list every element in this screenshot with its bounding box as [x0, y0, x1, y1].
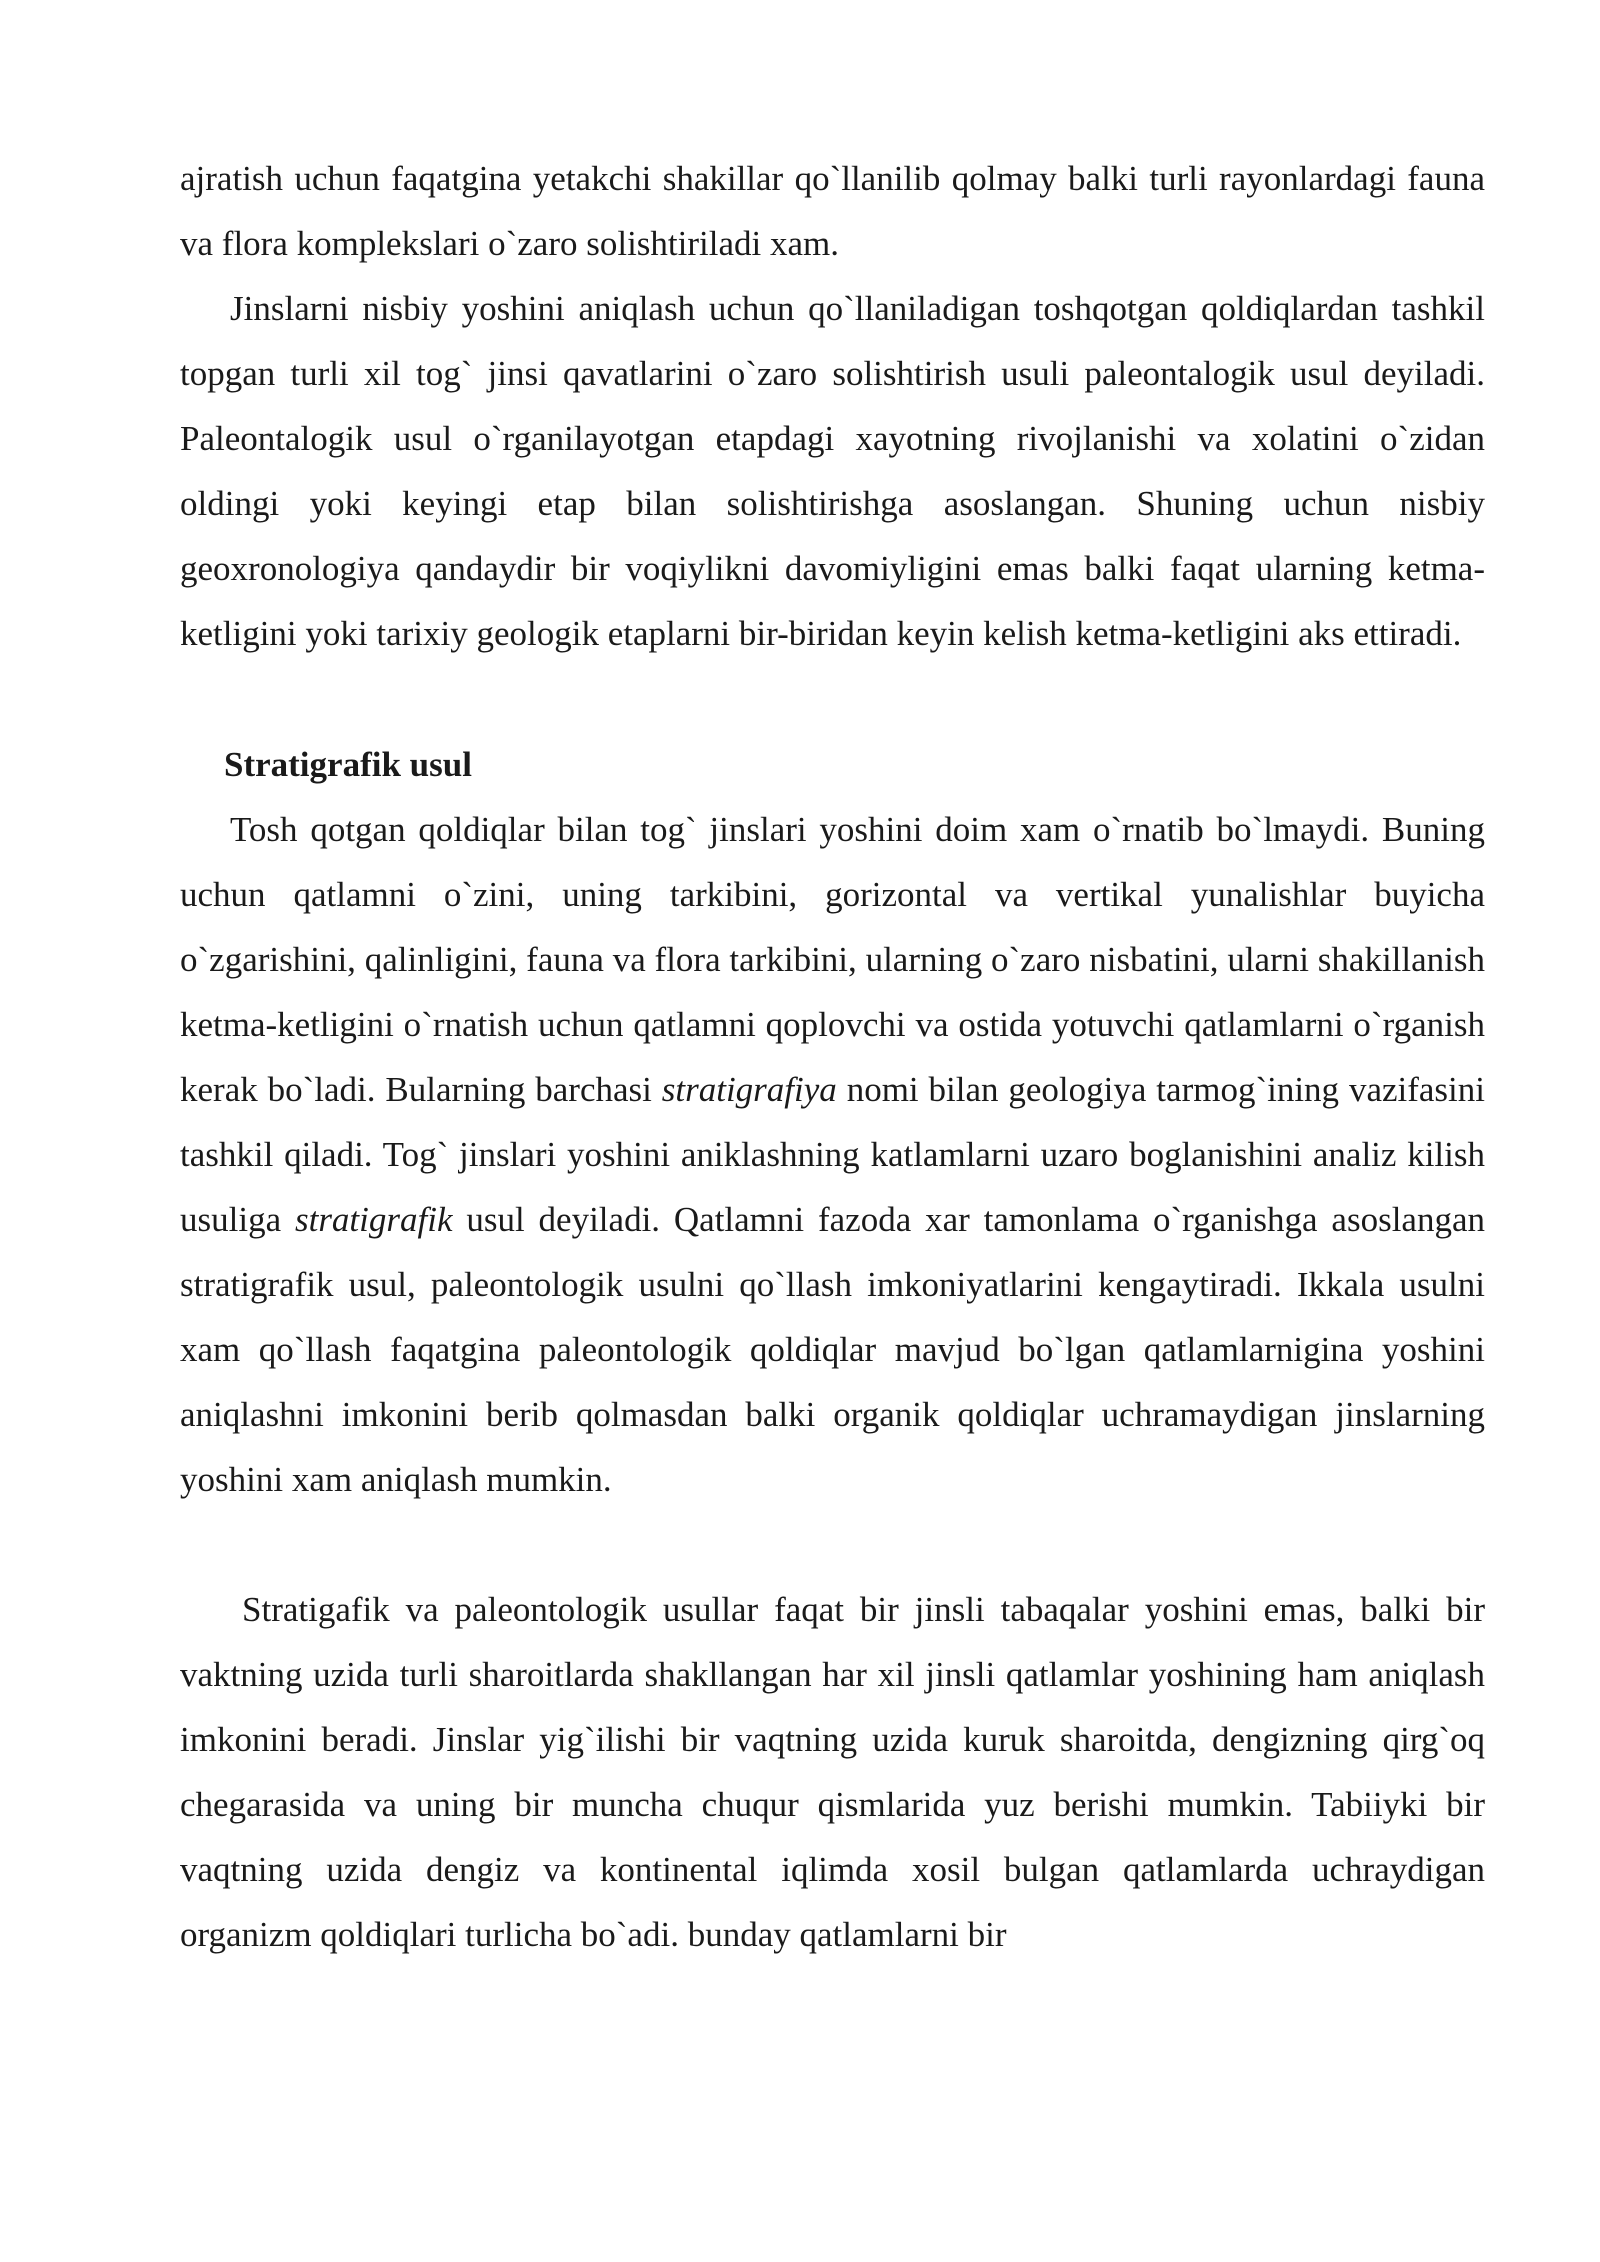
paragraph-continuation: ajratish uchun faqatgina yetakchi shakillar qo`llanilib qolmay balki turli rayonlardagi fauna va flora komplekslari o`zaro solishtiriladi xam.	[180, 159, 1485, 263]
paragraph-stratigraphic-method	[180, 797, 1485, 1512]
paragraph-paleontological-method: Jinslarni nisbiy yoshini aniqlash uchun qo`llaniladigan toshqotgan qoldiqlardan tashkil topgan turli xil tog` jinsi qavatlarini o`zaro solishtirish usuli paleontalogik usul deyiladi. Paleontalogik usul o`rganilayotgan etapdagi xayotning rivojlanishi va xolatini o`zidan oldingi yoki keyingi etap bilan solishtirishga asoslangan. Shuning uchun nisbiy geoxronologiya qandaydir bir voqiylikni davomiyligini emas balki faqat ularning ketma-ketligini yoki tarixiy geologik etaplarni bir-biridan keyin kelish ketma-ketligini aks ettiradi.	[180, 289, 1485, 653]
paragraph-combined-methods: Stratigafik va paleontologik usullar faqat bir jinsli tabaqalar yoshini emas, balki bir vaktning uzida turli sharoitlarda shakllangan har xil jinsli qatlamlar yoshining ham aniqlash imkonini beradi. Jinslar yig`ilishi bir vaqtning uzida kuruk sharoitda, dengizning qirg`oq chegarasida va uning bir muncha chuqur qismlarida yuz berishi mumkin. Tabiiyki bir vaqtning uzida dengiz va kontinental iqlimda xosil bulgan qatlamlarda uchraydigan organizm qoldiqlari turlicha bo`adi. bunday qatlamlarni bir	[180, 1590, 1485, 1954]
paragraph-text-part-a: Tosh qotgan qoldiqlar bilan tog` jinslari yoshini doim xam o`rnatib bo`lmaydi. Buning uchun qatlamni o`zini, uning tarkibini, gorizontal va vertikal yunalishlar buyicha o`zgarishini, qalinligini, fauna va flora tarkibini, ularning o`zaro nisbatini, ularni shakillanish ketma-ketligini o`rnatish uchun qatlamni qoplovchi va ostida yotuvchi qatlamlarni o`rganish kerak bo`ladi. Bularning barchasi	[180, 810, 1485, 1109]
term-stratigrafiya: stratigrafiya	[661, 1070, 837, 1109]
paragraph-text-part-b: nomi bilan geologiya tarmog`ining vazifasini tashkil qiladi. Tog` jinslari yoshini aniklashning katlamlarni uzaro boglanishini analiz kilish usuliga	[180, 1070, 1485, 1239]
document-body	[180, 146, 1485, 1967]
paragraph-text-part-c: usul deyiladi. Qatlamni fazoda xar tamonlama o`rganishga asoslangan stratigrafik usul, paleontologik usulni qo`llash imkoniyatlarini kengaytiradi. Ikkala usulni xam qo`llash faqatgina paleontologik qoldiqlar mavjud bo`lgan qatlamlarnigina yoshini aniqlashni imkonini berib qolmasdan balki organik qoldiqlar uchramaydigan jinslarning yoshini xam aniqlash mumkin.	[180, 1200, 1485, 1499]
section-heading-stratigraphic-method: Stratigrafik usul	[224, 745, 472, 784]
term-stratigrafik: stratigrafik	[294, 1200, 453, 1239]
